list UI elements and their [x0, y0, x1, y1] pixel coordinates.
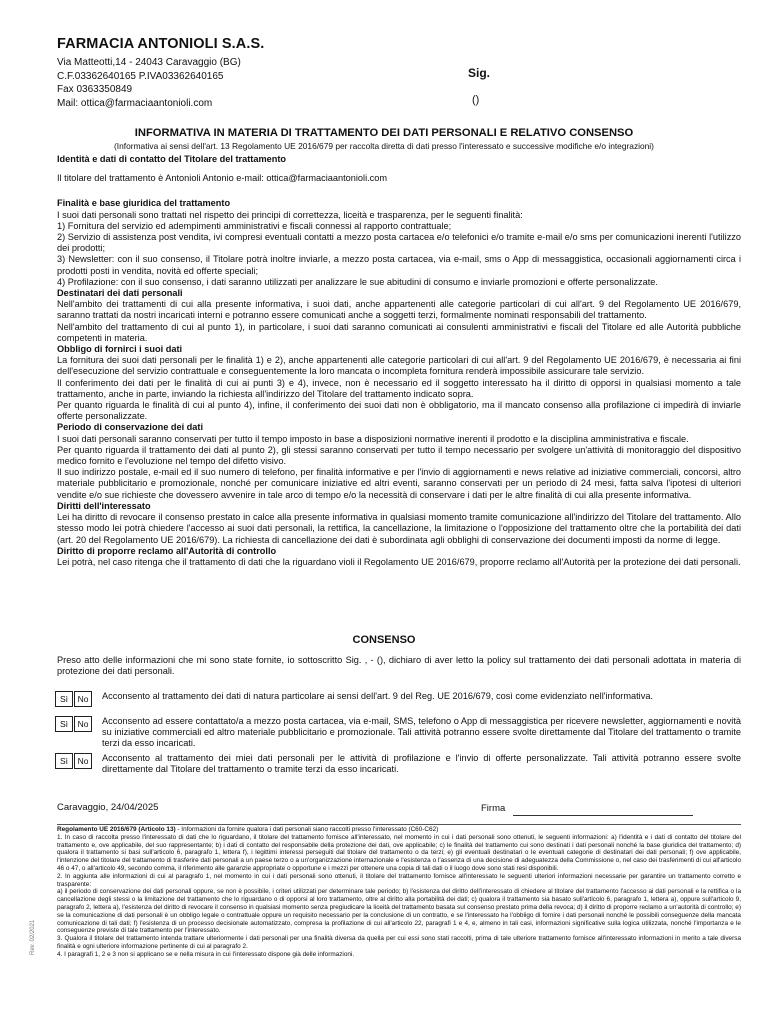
finalita-item-1: 1) Fornitura del servizio ed adempimenti amministrativi e fiscali connessi al rapporto contrattuale;: [57, 220, 452, 231]
section-text-obbligo-3: Per quanto riguarda le finalità di cui al punto 4), infine, il conferimento dei suoi dati non è obbligatorio, ma il mancato consenso alla profilazione ci impedirà di inviarle offerte personalizzate.: [57, 400, 741, 422]
section-text-finalita: I suoi dati personali sono trattati nel rispetto dei principi di correttezza, liceità e trasparenza, per le seguenti finalità:: [57, 209, 523, 220]
section-heading-periodo: Periodo di conservazione dei dati: [57, 422, 204, 433]
consent-1-text: Acconsento al trattamento dei dati di natura particolare ai sensi dell'art. 9 del Reg. UE 2016/679, così come evidenziato nell'informativa.: [102, 691, 653, 701]
recipient-label: Sig.: [468, 66, 491, 80]
section-text-obbligo-2: Il conferimento dei dati per le finalità di cui ai punti 3) e 4), invece, non è necessario ed il soggetto interessato ha il diritto di opporsi in qualsiasi momento a tale trattamento, anche in parte, inviando la richiesta all'indirizzo del Titolare del trattamento indicato sopra.: [57, 377, 741, 399]
consent-1-yes-checkbox[interactable]: Sì: [55, 691, 73, 707]
section-heading-destinatari: Destinatari dei dati personali: [57, 288, 183, 299]
section-heading-reclamo: Diritto di proporre reclamo all'Autorità di controllo: [57, 545, 277, 556]
consent-3-text: Acconsento al trattamento dei miei dati personali per le attività di profilazione e l'invio di offerte personalizzate. Tali attività potranno essere svolte direttamente dal Titolare del trattamento o tramite terzi da esso incaricati.: [102, 753, 741, 775]
signature-line[interactable]: [513, 815, 693, 816]
footer-title: Regolamento UE 2016/679 (Articolo 13): [57, 826, 176, 833]
revision-label: Rev. 02/2021: [30, 919, 36, 955]
section-text-periodo-1: I suoi dati personali saranno conservati per tutto il tempo imposto in base a disposizioni normative inerenti il prodotto e la disciplina amministrativa e fiscale.: [57, 433, 689, 444]
section-heading-identita: Identità e dati di contatto del Titolare del trattamento: [57, 154, 287, 164]
consent-3-no-checkbox[interactable]: No: [74, 753, 92, 769]
section-text-reclamo: Lei potrà, nel caso ritenga che il trattamento di dati che la riguardano violi il Regolamento UE 2016/679, proporre reclamo all'Autorità per la protezione dei dati personali.: [57, 556, 741, 567]
footer-paragraph-2: 2. In aggiunta alle informazioni di cui al paragrafo 1, nel momento in cui i dati personali sono ottenuti, il titolare del trattamento fornisce all'interessato le seguenti ulteriori informazioni necessarie per garantire un trattamento corretto e trasparente:: [57, 872, 741, 888]
document-title: INFORMATIVA IN MATERIA DI TRATTAMENTO DEI DATI PERSONALI E RELATIVO CONSENSO: [134, 127, 634, 139]
section-text-obbligo-1: La fornitura dei suoi dati personali per le finalità 1) e 2), anche appartenenti alle categorie particolari di cui all'art. 9 del Regolamento UE 2016/679, è necessaria ai fini dell'esecuzione del servizio contrattuale e conseguentemente la loro mancata o incompleta fornitura renderà impossibile assicurare tale servizio.: [57, 355, 741, 377]
footer-paragraph-4: 3. Qualora il titolare del trattamento intenda trattare ulteriormente i dati personali per una finalità diversa da quella per cui essi sono stati raccolti, prima di tale ulteriore trattamento fornisce all'interessato informazioni in merito a tale diversa finalità e ogni ulteriore informazione pertinente di cui al paragrafo 2.: [57, 935, 741, 950]
footer-paragraph-5: 4. I paragrafi 1, 2 e 3 non si applicano se e nella misura in cui l'interessato dispone già delle informazioni.: [57, 950, 355, 958]
footer-paragraph-1: 1. In caso di raccolta presso l'interessato di dati che lo riguardano, il titolare del trattamento fornisce all'interessato, nel momento in cui i dati personali sono ottenuti, le seguenti informazioni: a) l'identità e i dati di contatto del titolare del trattamento e, ove applicabile, del suo rappresentante; b) i dati di contatto del responsabile della protezione dei dati, ove applicabile; c) le finalità del trattamento cui sono destinati i dati personali nonché la base giuridica del trattamento; d) qualora il trattamento si basi sull'articolo 6, paragrafo 1, lettera f), i legittimi interessi perseguiti dal titolare del trattamento o da terzi; e) gli eventuali destinatari o le eventuali categorie di destinatari dei dati personali; f) ove applicabile, l'intenzione del titolare del trattamento di trasferire dati personali a un paese terzo o a un'organizzazione internazionale e l'esistenza o l'assenza di una decisione di adeguatezza della Commissione o, nel caso dei trasferimenti di cui all'articolo 46 o 47, o all'articolo 49, secondo comma, il riferimento alle garanzie appropriate o opportune e i mezzi per ottenere una copia di tali dati o il luogo dove sono stati resi disponibili.: [57, 833, 741, 872]
section-text-diritti: Lei ha diritto di revocare il consenso prestato in calce alla presente informativa in qualsiasi momento tramite comunicazione all'indirizzo del Titolare del trattamento. Allo stesso modo lei potrà chiedere l'accesso ai suoi dati personali, la rettifica, la cancellazione, la limitazione o l'opposizione del trattamento oltre che la portabilità dei dati (art. 20 del Regolamento UE 2016/679). La richiesta di cancellazione dei dati è subordinata agli obblighi di conservazione dei documenti imposti da norme di legge.: [57, 512, 741, 545]
document-subtitle: (Informativa ai sensi dell'art. 13 Regolamento UE 2016/679 per raccolta diretta di dati presso l'interessato e successive modifiche e/o integrazioni): [114, 141, 654, 151]
company-mail: Mail: ottica@farmaciaantonioli.com: [57, 97, 213, 109]
place-date: Caravaggio, 24/04/2025: [57, 802, 159, 813]
finalita-item-2: 2) Servizio di assistenza post vendita, ivi compresi eventuali contatti a mezzo posta cartacea e/o telefonici e/o tramite e-mail e/o sms per comunicazioni inerenti l'utilizzo dei prodotti;: [57, 232, 741, 254]
informativa-body: [57, 154, 741, 568]
regulation-footer: [57, 824, 741, 959]
footer-title-rest: - Informazioni da fornire qualora i dati personali siano raccolti presso l'interessato (C60-C62): [175, 826, 439, 833]
recipient-value: (): [472, 94, 480, 106]
section-text-destinatari-2: Nell'ambito del trattamento di cui al punto 1), in particolare, i suoi dati saranno comunicati ai consulenti amministrativi e fiscali del Titolare ed alle Autorità pubbliche competenti in materia.: [57, 321, 741, 343]
header: [57, 36, 717, 110]
finalita-item-4: 4) Profilazione: con il suo consenso, i dati saranno utilizzati per analizzare le sue abitudini di consumo e inviarle promozioni e offerte personalizzate.: [57, 276, 658, 287]
section-heading-diritti: Diritti dell'interessato: [57, 500, 151, 511]
company-tax-ids: C.F.03362640165 P.IVA03362640165: [57, 70, 224, 82]
footer-title-line: [57, 826, 741, 834]
consent-1-no-checkbox[interactable]: No: [74, 691, 92, 707]
section-text-identita: Il titolare del trattamento è Antonioli Antonio e-mail: ottica@farmaciaantonioli.com: [57, 173, 388, 184]
finalita-item-3: 3) Newsletter: con il suo consenso, il Titolare potrà inoltre inviarle, a mezzo posta cartacea, via e-mail, sms o App di messaggistica, occasionali aggiornamenti circa i prodotti posti in vendita, novità ed offerte speciali;: [57, 254, 741, 276]
section-heading-finalita: Finalità e base giuridica del trattamento: [57, 198, 231, 209]
company-name: FARMACIA ANTONIOLI S.A.S.: [57, 36, 265, 52]
section-heading-obbligo: Obbligo di fornirci i suoi dati: [57, 344, 183, 355]
consent-2-no-checkbox[interactable]: No: [74, 716, 92, 732]
consent-3-yes-checkbox[interactable]: Sì: [55, 753, 73, 769]
consenso-text: Preso atto delle informazioni che mi sono state fornite, io sottoscritto Sig. , - (), dichiaro di aver letto la policy sul trattamento dei dati personali adottata in materia di protezione dei dati personali.: [57, 655, 741, 677]
company-address: Via Matteotti,14 - 24043 Caravaggio (BG): [57, 57, 241, 68]
section-text-periodo-3: Il suo indirizzo postale, e-mail ed il suo numero di telefono, per finalità informative e per l'invio di aggiornamenti e news relative ad iniziative commerciali, concorsi, altro materiale pubblicitario e promozionale, nonché per comunicare iniziative ed altri eventi, saranno conservati per un periodo di 24 mesi, fatta salva l'ipotesi di ulteriori vendite e/o sue richieste che dovessero avvenire in tale arco di tempo e/o la necessità di conservare i dati per le altre finalità di cui alla presente informativa.: [57, 467, 741, 500]
consenso-title: CONSENSO: [352, 634, 416, 646]
footer-paragraph-3: a) il periodo di conservazione dei dati personali oppure, se non è possibile, i criteri utilizzati per determinare tale periodo; b) l'esistenza del diritto dell'interessato di chiedere al titolare del trattamento l'accesso ai dati personali e la rettifica o la cancellazione degli stessi o la limitazione del trattamento che lo riguardano o di opporsi al loro trattamento, oltre al diritto alla portabilità dei dati; c) qualora il trattamento sia basato sull'articolo 6, paragrafo 1, lettera a), oppure sull'articolo 9, paragrafo 2, lettera a), l'esistenza del diritto di revocare il consenso in qualsiasi momento senza pregiudicare la liceità del trattamento basata sul consenso prestato prima della revoca; d) il diritto di proporre reclamo a un'autorità di controllo; e) se la comunicazione di dati personali è un obbligo legale o contrattuale oppure un requisito necessario per la conclusione di un contratto, e se l'interessato ha l'obbligo di fornire i dati personali nonché le possibili conseguenze della mancata comunicazione di tali dati; f) l'esistenza di un processo decisionale automatizzato, compresa la profilazione di cui all'articolo 22, paragrafi 1 e 4, e, almeno in tali casi, informazioni significative sulla logica utilizzata, nonché l'importanza e le conseguenze previste di tale trattamento per l'interessato.: [57, 888, 741, 935]
consent-2-text: Acconsento ad essere contattato/a a mezzo posta cartacea, via e-mail, SMS, telefono o App di messaggistica per ricevere newsletter, aggiornamenti e novità su iniziative commerciali ed altro materiale pubblicitario e promozionale. Tali attività potranno essere svolte direttamente dal Titolare del trattamento o tramite terzi da esso incaricati.: [102, 716, 741, 749]
company-fax: Fax 0363350849: [57, 84, 133, 95]
signature-label: Firma: [481, 803, 506, 814]
section-text-destinatari-1: Nell'ambito dei trattamenti di cui alla presente informativa, i suoi dati, anche appartenenti alle categorie particolari di cui all'art. 9 del Regolamento UE 2016/679, saranno trattati da nostri incaricati interni e potranno essere comunicati anche a soggetti terzi, formalmente nominati responsabili del trattamento.: [57, 299, 741, 321]
consent-2-yes-checkbox[interactable]: Sì: [55, 716, 73, 732]
section-text-periodo-2: Per quanto riguarda il trattamento dei dati al punto 2), gli stessi saranno conservati per tutto il tempo necessario per svolgere un'attività di monitoraggio del dispositivo medico fornito e l'evoluzione nel tempo del difetto visivo.: [57, 444, 741, 467]
